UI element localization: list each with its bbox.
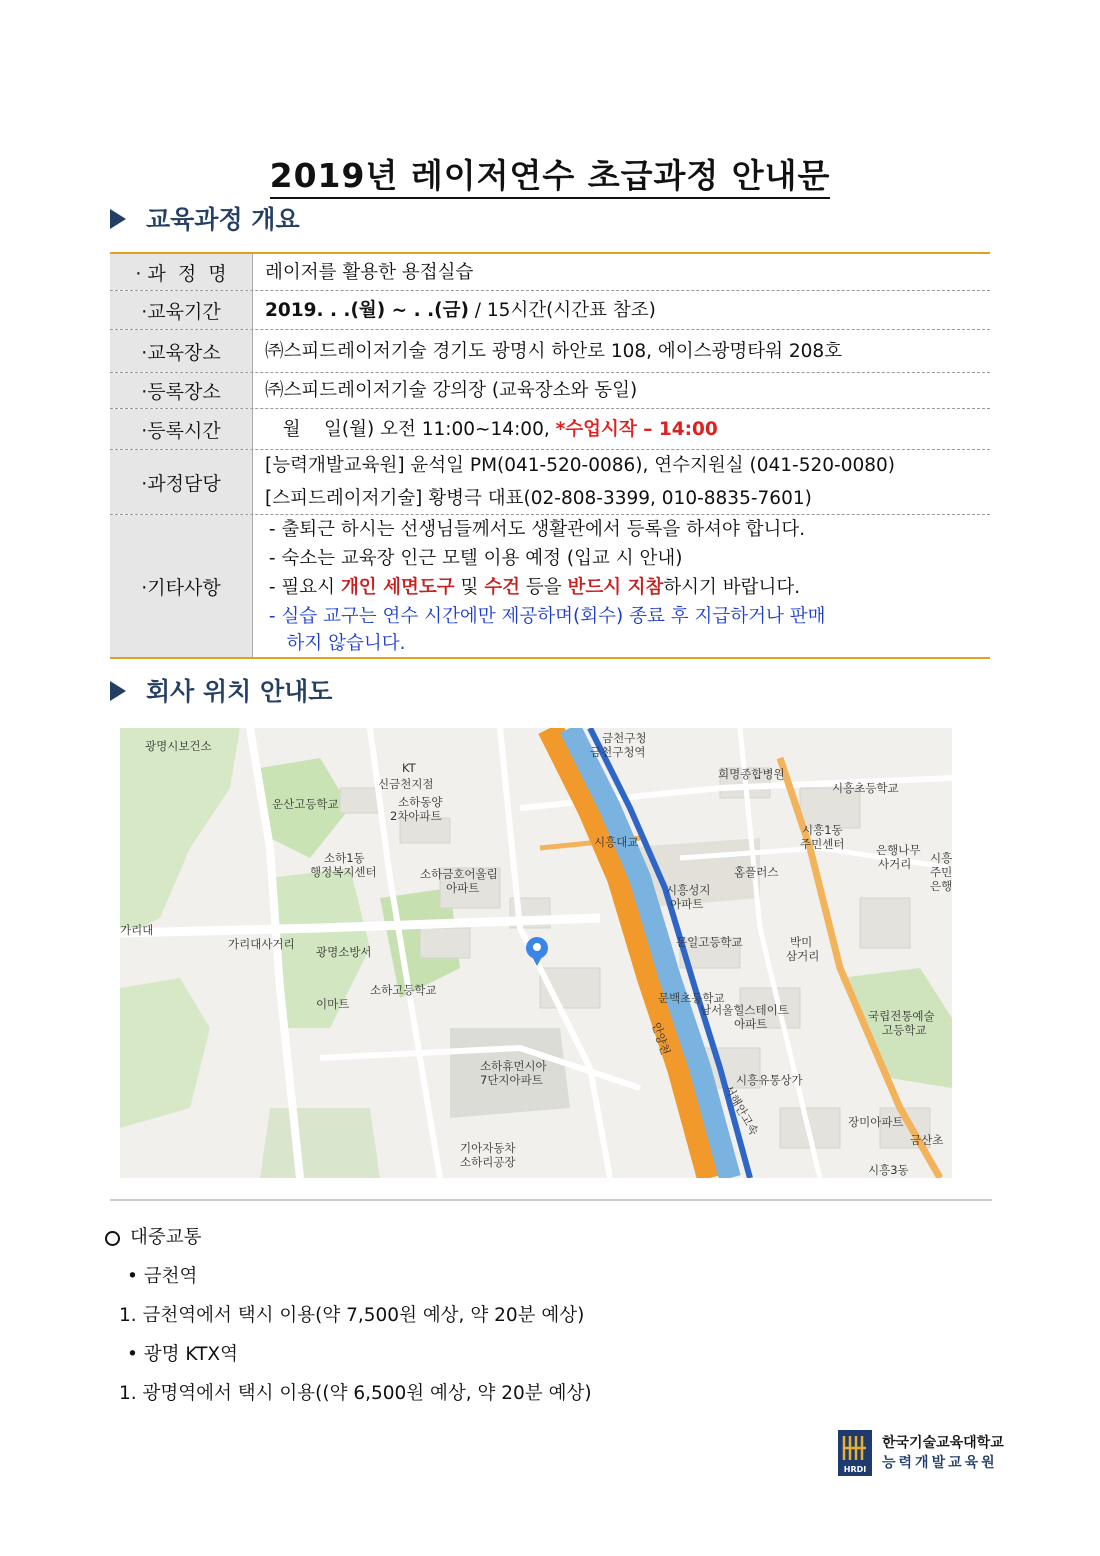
map-label: 2차아파트 <box>390 809 442 823</box>
map-label: 안양천 <box>649 1020 673 1057</box>
map-label: 금산초 <box>910 1133 944 1147</box>
value-course-name: 레이저를 활용한 용접실습 <box>265 261 474 283</box>
label-registration-place: ·등록장소 <box>110 373 253 408</box>
map-label: 이마트 <box>316 997 350 1011</box>
transit-section <box>105 1218 592 1413</box>
map-label: 소하고등학교 <box>370 983 437 997</box>
map-label: 광명소방서 <box>316 945 372 959</box>
value-period-hours: / 15시간(시간표 참조) <box>468 299 656 321</box>
map-label: 시흥 <box>930 851 952 865</box>
map-label: 소하리공장 <box>460 1155 516 1169</box>
value-contact-2: [스피드레이저기술] 황병극 대표(02-808-3399, 010-8835-7601) <box>265 488 812 509</box>
label-notes: ·기타사항 <box>110 515 253 657</box>
map-label: 기아자동차 <box>460 1141 516 1155</box>
section-location: 회사 위치 안내도 <box>110 672 332 708</box>
transit-item-name: • 광명 KTX역 <box>127 1344 238 1365</box>
map-label: 소하동양 <box>398 795 443 809</box>
divider <box>110 1199 992 1201</box>
map-label: 시흥초등학교 <box>832 781 899 795</box>
map-label: 문백초등학교 <box>658 991 725 1005</box>
note-4: - 실습 교구는 연수 시간에만 제공하며(회수) 종료 후 지급하거나 판매 <box>263 606 826 627</box>
transit-item-detail: 1. 광명역에서 택시 이용((약 6,500원 예상, 약 20분 예상) <box>119 1383 592 1404</box>
map-label: 주민 <box>930 865 952 879</box>
row-registration-time <box>110 409 990 450</box>
svg-text:HRDI: HRDI <box>843 1465 867 1474</box>
map-label: 시흥대교 <box>594 835 639 849</box>
circle-bullet-icon <box>105 1231 120 1246</box>
row-notes <box>110 515 990 657</box>
map-label: 운산고등학교 <box>272 797 339 811</box>
location-map[interactable] <box>120 728 952 1178</box>
map-label: 소하1동 <box>324 851 365 865</box>
triangle-bullet-icon <box>110 681 126 701</box>
map-label: 주민센터 <box>800 837 845 851</box>
map-label: KT <box>402 761 416 775</box>
logo-line-2: 능력개발교육원 <box>882 1455 998 1471</box>
row-course-name <box>110 254 990 291</box>
label-course-name: · 과 정 명 <box>110 254 253 290</box>
map-label: 시흥유통상가 <box>736 1073 803 1087</box>
map-label: 아파트 <box>734 1017 768 1031</box>
note-1: - 출퇴근 하시는 선생님들께서도 생활관에서 등록을 하셔야 합니다. <box>263 519 806 540</box>
map-label: 신금천지점 <box>378 777 434 791</box>
note-2: - 숙소는 교육장 인근 모텔 이용 예정 (입교 시 안내) <box>263 548 683 569</box>
map-label: 7단지아파트 <box>480 1073 543 1087</box>
label-venue: ·교육장소 <box>110 330 253 372</box>
map-label: 아파트 <box>670 897 704 911</box>
map-label: 행정복지센터 <box>310 865 377 879</box>
section-overview: 교육과정 개요 <box>110 200 300 236</box>
map-label: 시흥1동 <box>802 823 843 837</box>
course-info-table <box>110 252 990 659</box>
value-period-date: 2019. . .(월) ~ . .(금) <box>265 299 469 321</box>
map-label: 가리대 <box>120 923 154 937</box>
value-registration-time: 월 일(월) 오전 11:00~14:00, <box>265 418 556 440</box>
map-label: 금천구청역 <box>590 745 646 759</box>
note-5: 하지 않습니다. <box>263 633 406 654</box>
map-label: 아파트 <box>446 881 480 895</box>
triangle-bullet-icon <box>110 209 126 229</box>
row-contact <box>110 450 990 515</box>
class-start-time: *수업시작 – 14:00 <box>555 418 718 440</box>
map-label: 시흥3동 <box>868 1163 909 1177</box>
label-period: ·교육기간 <box>110 291 253 329</box>
map-label: 남서울힐스테이트 <box>700 1003 789 1017</box>
row-venue <box>110 330 990 373</box>
map-label: 장미아파트 <box>848 1115 904 1129</box>
map-label: 삼거리 <box>786 949 820 963</box>
institution-logo <box>838 1430 1004 1476</box>
map-label: 가리대사거리 <box>228 937 295 951</box>
value-registration-place: ㈜스피드레이저기술 강의장 (교육장소와 동일) <box>265 380 638 401</box>
value-contact-1: [능력개발교육원] 윤석일 PM(041-520-0086), 연수지원실 (041-520-0080) <box>265 455 895 476</box>
transit-item-detail: 1. 금천역에서 택시 이용(약 7,500원 예상, 약 20분 예상) <box>119 1305 585 1326</box>
value-venue: ㈜스피드레이저기술 경기도 광명시 하안로 108, 에이스광명타워 208호 <box>265 340 843 362</box>
map-label: 서해안고속 <box>721 1082 762 1138</box>
map-label: 희명종합병원 <box>718 767 785 781</box>
map-label: 홈플러스 <box>734 865 779 879</box>
map-label: 은행나무 <box>876 843 921 857</box>
map-label: 광명시보건소 <box>145 739 212 753</box>
map-label: 문일고등학교 <box>676 935 743 949</box>
label-contact: ·과정담당 <box>110 450 253 514</box>
map-label: 소하휴먼시아 <box>480 1059 547 1073</box>
map-label: 은행 <box>930 879 952 893</box>
page-title: 2019년 레이저연수 초급과정 안내문 <box>0 150 1100 197</box>
row-period <box>110 291 990 330</box>
note-3: - 필요시 개인 세면도구 및 수건 등을 반드시 지참하시기 바랍니다. <box>263 577 801 598</box>
map-label: 시흥성지 <box>666 883 711 897</box>
map-label: 사거리 <box>878 857 912 871</box>
map-label: 소하금호어울림 <box>420 867 498 881</box>
transit-item-name: • 금천역 <box>127 1266 198 1287</box>
map-labels <box>120 728 952 1178</box>
row-registration-place <box>110 373 990 409</box>
map-label: 박미 <box>790 935 813 949</box>
map-label: 고등학교 <box>882 1023 927 1037</box>
map-label: 국립전통예술 <box>868 1009 935 1023</box>
logo-line-1: 한국기술교육대학교 <box>882 1435 1004 1451</box>
map-label: 금천구청 <box>602 731 647 745</box>
label-registration-time: ·등록시간 <box>110 409 253 449</box>
transit-heading: 대중교통 <box>105 1218 592 1257</box>
hrdi-logo-icon <box>838 1430 872 1476</box>
